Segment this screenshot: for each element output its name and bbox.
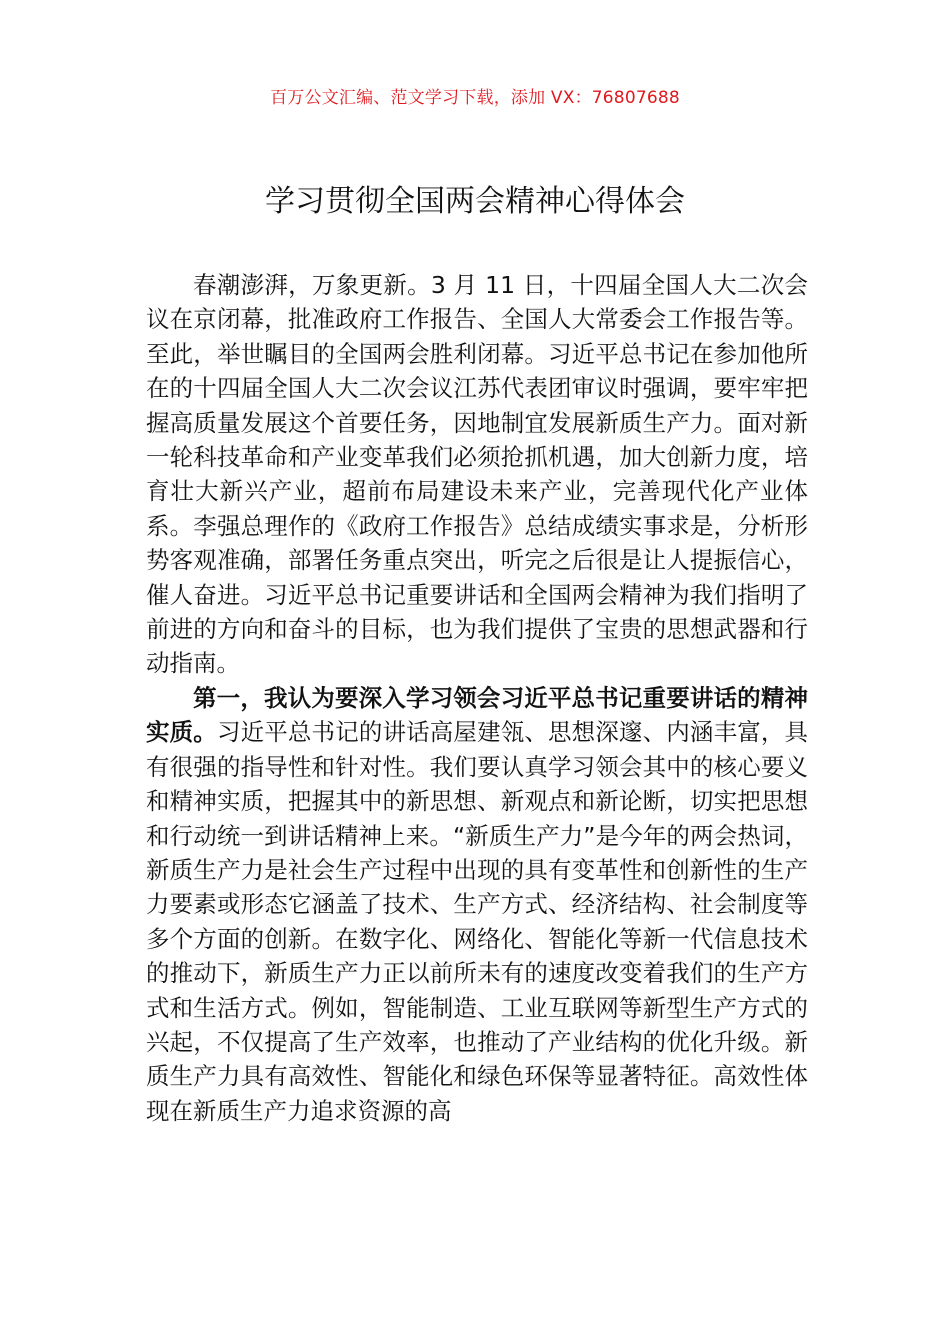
document-title: 学习贯彻全国两会精神心得体会 xyxy=(265,184,685,219)
paragraph-first-point-text: 习近平总书记的讲话高屋建瓴、思想深邃、内涵丰富，具有很强的指导性和针对性。我们要认真学习领会其中的核心要义和精神实质，把握其中的新思想、新观点和新论断，切实把思想和行动统一到讲话精神上来。“新质生产力”是今年的两会热词，新质生产力是社会生产过程中出现的具有变革性和创新性的生产力要素或形态它涵盖了技术、生产方式、经济结构、社会制度等多个方面的创新。在数字化、网络化、智能化等新一代信息技术的推动下，新质生产力正以前所未有的速度改变着我们的生产方式和生活方式。例如，智能制造、工业互联网等新型生产方式的兴起，不仅提高了生产效率，也推动了产业结构的优化升级。新质生产力具有高效性、智能化和绿色环保等显著特征。高效性体现在新质生产力追求资源的高 xyxy=(146,718,809,1125)
paragraph-intro: 春潮澎湃，万象更新。3 月 11 日，十四届全国人大二次会议在京闭幕，批准政府工作报告、全国人大常委会工作报告等。至此，举世瞩目的全国两会胜利闭幕。习近平总书记在参加他所在的十四届全国人大二次会议江苏代表团审议时强调，要牢牢把握高质量发展这个首要任务，因地制宜发展新质生产力。面对新一轮科技革命和产业变革我们必须抢抓机遇，加大创新力度，培育壮大新兴产业，超前布局建设未来产业，完善现代化产业体系。李强总理作的《政府工作报告》总结成绩实事求是，分析形势客观准确，部署任务重点突出，听完之后很是让人提振信心，催人奋进。习近平总书记重要讲话和全国两会精神为我们指明了前进的方向和奋斗的目标，也为我们提供了宝贵的思想武器和行动指南。 xyxy=(146,271,808,678)
paragraph-first-point xyxy=(146,681,808,1128)
header-watermark-note: 百万公文汇编、范文学习下载，添加 VX：76807688 xyxy=(270,88,680,108)
paragraph-first-point-lead: 第一，我认为要深入学习领会习近平总书记重要讲话的精神实质。 xyxy=(146,683,808,747)
document-body xyxy=(146,268,808,1128)
